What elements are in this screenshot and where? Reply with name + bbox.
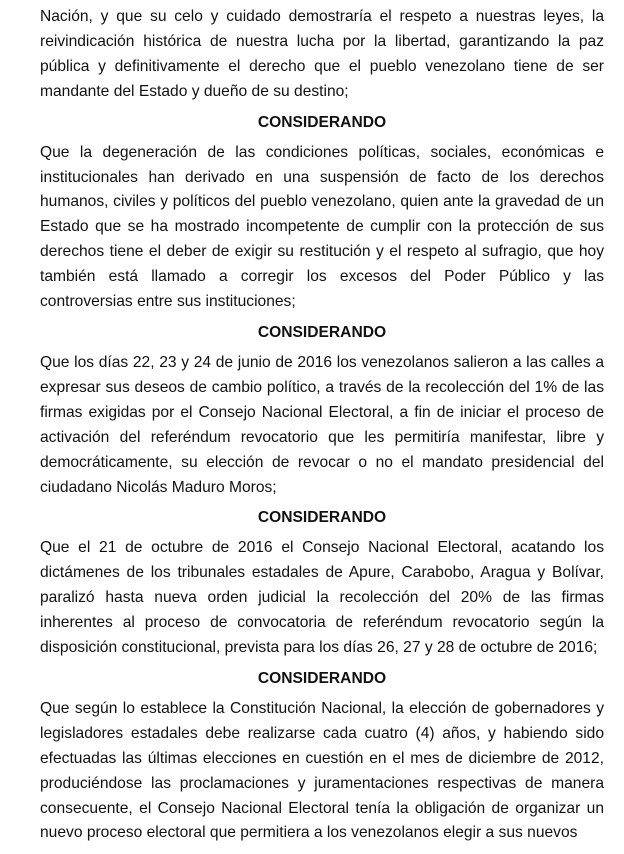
- considerando-heading-3: CONSIDERANDO: [257, 509, 387, 527]
- paragraph-considerando-1: Que la degeneración de las condiciones políticas, sociales, económicas e institucionales han derivado en una suspensión de facto de los derechos humanos, civiles y políticos del pueblo venezolano, quien ante la gravedad de un Estado que se ha mostrado incompetente de cumplir con la protección de sus derechos tiene el deber de exigir su restitución y el respeto al sufragio, que hoy también está llamado a corregir los excesos del Poder Público y las controversias entre sus instituciones;: [40, 143, 604, 311]
- considerando-heading-4: CONSIDERANDO: [257, 669, 387, 687]
- paragraph-preamble-end: Nación, y que su celo y cuidado demostraría el respeto a nuestras leyes, la reivindicación histórica de nuestra lucha por la libertad, garantizando la paz pública y definitivamente el derecho que el pueblo venezolano tiene de ser mandante del Estado y dueño de su destino;: [40, 8, 604, 100]
- paragraph-considerando-4: Que según lo establece la Constitución Nacional, la elección de gobernadores y legisladores estadales debe realizarse cada cuatro (4) años, y habiendo sido efectuadas las últimas elecciones en cuestión en el mes de diciembre de 2012, produciéndose las proclamaciones y juramentaciones respectivas de manera consecuente, el Consejo Nacional Electoral tenía la obligación de organizar un nuevo proceso electoral que permitiera a los venezolanos elegir a sus nuevos: [40, 699, 604, 842]
- paragraph-considerando-2: Que los días 22, 23 y 24 de junio de 2016 los venezolanos salieron a las calles a expresar sus deseos de cambio político, a través de la recolección del 1% de las firmas exigidas por el Consejo Nacional Electoral, a fin de iniciar el proceso de activación del referéndum revocatorio que les permitiría manifestar, libre y democráticamente, su elección de revocar o no el mandato presidencial del ciudadano Nicolás Maduro Moros;: [40, 353, 604, 496]
- considerando-heading-2: CONSIDERANDO: [257, 323, 387, 341]
- considerando-heading-1: CONSIDERANDO: [257, 113, 387, 131]
- paragraph-considerando-3: Que el 21 de octubre de 2016 el Consejo Nacional Electoral, acatando los dictámenes de los tribunales estadales de Apure, Carabobo, Aragua y Bolívar, paralizó hasta nueva orden judicial la recolección del 20% de las firmas inherentes al proceso de convocatoria de referéndum revocatorio según la disposición constitucional, prevista para los días 26, 27 y 28 de octubre de 2016;: [40, 539, 604, 657]
